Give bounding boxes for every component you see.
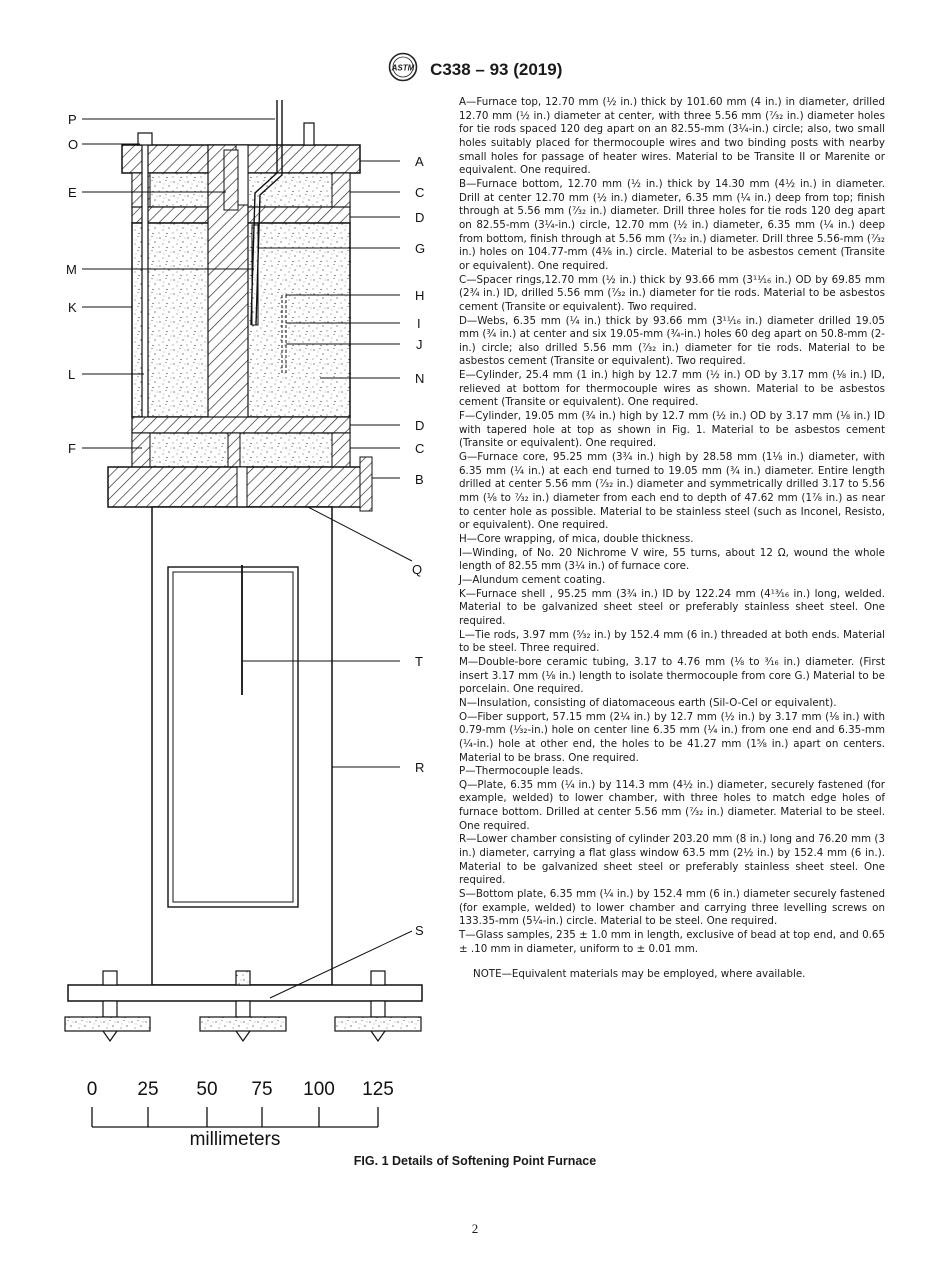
legend-item: C—Spacer rings,12.70 mm (½ in.) thick by 93.66 mm (3¹¹⁄₁₆ in.) OD by 69.85 mm (2¾ in.) ID, drilled 5.56 mm (⁷⁄₃₂ in.) diameter for tie rods. Material to be asbestos cement (Transite or equivalent). Two required.	[459, 273, 885, 313]
callout-label: F	[68, 441, 76, 456]
callout-label: C	[415, 185, 425, 200]
legend-item: O—Fiber support, 57.15 mm (2¼ in.) by 12.7 mm (½ in.) by 3.17 mm (⅛ in.) with 0.79-mm (¹⁄₃₂-in.) hole on center line 6.35 mm (¼ in.) from one end and 6.35-mm (¼-in.) hole at other end, the holes to be 41.27 mm (1⅝ in.) apart on centers. Material to be brass. One required.	[459, 710, 885, 764]
legend-item: F—Cylinder, 19.05 mm (¾ in.) high by 12.7 mm (½ in.) OD by 3.17 mm (⅛ in.) ID with tapered hole at top as shown in Fig. 1. Material to be asbestos cement (Transite or equivalent). One required.	[459, 410, 885, 450]
scale-unit-label: millimeters	[189, 1129, 281, 1150]
levelling-screws	[65, 971, 421, 1041]
legend-item: S—Bottom plate, 6.35 mm (¼ in.) by 152.4 mm (6 in.) diameter securely fastened (for example, welded) to lower chamber and carrying three levelling screws on 133.35-mm (5¼-in.) circle. Material to be steel. One required.	[459, 888, 885, 928]
callouts-left	[66, 112, 78, 456]
scale-tick-label: 25	[137, 1079, 159, 1100]
legend-item: E—Cylinder, 25.4 mm (1 in.) high by 12.7 mm (½ in.) OD by 3.17 mm (⅛ in.) ID, relieved at bottom for thermocouple wires as shown. Material to be asbestos cement (Transite or equivalent). One required.	[459, 369, 885, 409]
legend-item: R—Lower chamber consisting of cylinder 203.20 mm (8 in.) long and 76.20 mm (3 in.) diameter, carrying a flat glass window 63.5 mm (2½ in.) by 152.4 mm (6 in.). Material to be galvanized sheet steel or preferably stainless sheet steel. One required.	[459, 833, 885, 887]
bottom-plate	[68, 985, 422, 1001]
callout-label: H	[415, 288, 425, 303]
legend-item: B—Furnace bottom, 12.70 mm (½ in.) thick by 14.30 mm (4½ in.) in diameter. Drill at center 12.70 mm (½ in.) diameter, 6.35 mm (¼ in.) deep from top; finish through at 5.56 mm (⁷⁄₃₂ in.) diameter. Drill three holes for tie rods 120 deg apart on 82.55-mm (3¼-in.) circle, 12.70 mm (½ in.) diameter, 6.35 mm (¼ in.) deep from bottom, finish through at 5.56 mm (⁷⁄₃₂ in.) diameter. Drill three 5.56-mm (⁷⁄₃₂ in.) holes on 104.77-mm (4⅛ in.) circle. Material to be asbestos cement (Transite or equivalent). One required.	[459, 177, 885, 272]
callout-label: S	[415, 923, 424, 938]
callout-label: R	[415, 760, 425, 775]
figure-caption: FIG. 1 Details of Softening Point Furnace	[353, 1154, 597, 1168]
scale-tick-label: 75	[251, 1079, 273, 1100]
legend-item: J—Alundum cement coating.	[459, 573, 606, 586]
standard-designation: C338 – 93 (2019)	[430, 59, 563, 79]
furnace-figure	[60, 95, 440, 1160]
svg-text:ASTM: ASTM	[391, 63, 414, 73]
callout-label: L	[68, 367, 76, 382]
legend-item: G—Furnace core, 95.25 mm (3¾ in.) high by 28.58 mm (1⅛ in.) diameter, with 6.35 mm (¼ in.) at each end turned to 19.05 mm (¾ in.) diameter. Entire length drilled at center 5.56 mm (⁷⁄₃₂ in.) diameter and symmetrically drilled 3.17 to 5.56 mm (⅛ to ⁷⁄₃₂ in.) diameter from each end to depth of 47.62 mm (1⅞ in.) as near to center hole as possible. Material to be stainless steel (such as Inconel, Resisto, or equivalent). One required.	[459, 451, 885, 532]
legend-item: N—Insulation, consisting of diatomaceous earth (Sil-O-Cel or equivalent).	[459, 696, 837, 709]
legend-item: Q—Plate, 6.35 mm (¼ in.) by 114.3 mm (4½ in.) diameter, securely fastened (for example, welded) to lower chamber, with three holes to match edge holes of furnace bottom. Drilled at center 5.56 mm (⁷⁄₃₂ in.) diameter. Material to be steel. One required.	[459, 778, 885, 832]
callout-label: I	[417, 316, 421, 331]
callout-label: A	[415, 154, 424, 169]
document-header	[0, 52, 950, 87]
callout-label: B	[415, 472, 424, 487]
scale-tick-label: 0	[86, 1079, 98, 1100]
callout-label: D	[415, 418, 425, 433]
legend-item: P—Thermocouple leads.	[459, 765, 584, 778]
legend-item: A—Furnace top, 12.70 mm (½ in.) thick by 101.60 mm (4 in.) in diameter, drilled 12.70 mm (½ in.) diameter at center, with three 5.56 mm (⁷⁄₃₂ in.) diameter holes for tie rods spaced 120 deg apart on an 82.55-mm (3¼-in.) circle; also, two small holes suitably placed for thermocouple wires and two binding posts with nearby small holes for passage of heater wires. Material to be Transite II or Marenite or equivalent. One required.	[459, 96, 885, 177]
callouts-right	[412, 154, 425, 938]
legend-item: K—Furnace shell , 95.25 mm (3¾ in.) ID by 122.24 mm (4¹³⁄₁₆ in.) long, welded. Material to be galvanized sheet steel or preferably stainless sheet steel. One required.	[459, 587, 885, 627]
callout-label: J	[416, 337, 423, 352]
callout-label: T	[415, 654, 423, 669]
legend-item: D—Webs, 6.35 mm (¼ in.) thick by 93.66 mm (3¹¹⁄₁₆ in.) diameter drilled 19.05 mm (¾ in.) at center and six 19.05-mm (¾-in.) holes 60 deg apart on 50.8-mm (2-in.) circle; also drilled 5.56 mm (⁷⁄₃₂ in.) diameter for tie rods. Material to be asbestos cement (Transite or equivalent). Two required.	[459, 314, 885, 368]
callout-label: M	[66, 262, 77, 277]
callout-label: G	[415, 241, 426, 256]
scale-tick-label: 50	[196, 1079, 218, 1100]
legend-item: L—Tie rods, 3.97 mm (⁵⁄₃₂ in.) by 152.4 mm (6 in.) threaded at both ends. Material to be steel. Three required.	[459, 628, 885, 655]
callout-label: E	[68, 185, 77, 200]
scale-bar	[87, 1079, 394, 1150]
callout-label: K	[68, 300, 77, 315]
legend-note: NOTE—Equivalent materials may be employed, where available.	[473, 968, 806, 981]
legend-item: M—Double-bore ceramic tubing, 3.17 to 4.76 mm (⅛ to ³⁄₁₆ in.) diameter. (First insert 3.17 mm (⅛ in.) length to isolate thermocouple from core G.) Material to be porcelain. One required.	[459, 655, 885, 696]
callout-label: D	[415, 210, 425, 225]
scale-tick-label: 100	[303, 1079, 335, 1100]
figure-legend	[459, 96, 885, 982]
callout-label: P	[68, 112, 77, 127]
callout-label: Q	[412, 562, 423, 577]
callout-label: O	[68, 137, 79, 152]
callout-label: C	[415, 441, 425, 456]
legend-item: H—Core wrapping, of mica, double thickness.	[459, 533, 694, 545]
page-number: 2	[471, 1221, 479, 1236]
callout-label: N	[415, 371, 425, 386]
scale-tick-label: 125	[362, 1079, 394, 1100]
astm-logo-icon	[388, 52, 418, 87]
legend-item: I—Winding, of No. 20 Nichrome V wire, 55 turns, about 12 Ω, wound the whole length of 82.55 mm (3¼ in.) of furnace core.	[459, 546, 885, 573]
legend-item: T—Glass samples, 235 ± 1.0 mm in length, exclusive of bead at top end, and 0.65 ± .10 mm in diameter, uniform to ± 0.01 mm.	[459, 929, 885, 955]
